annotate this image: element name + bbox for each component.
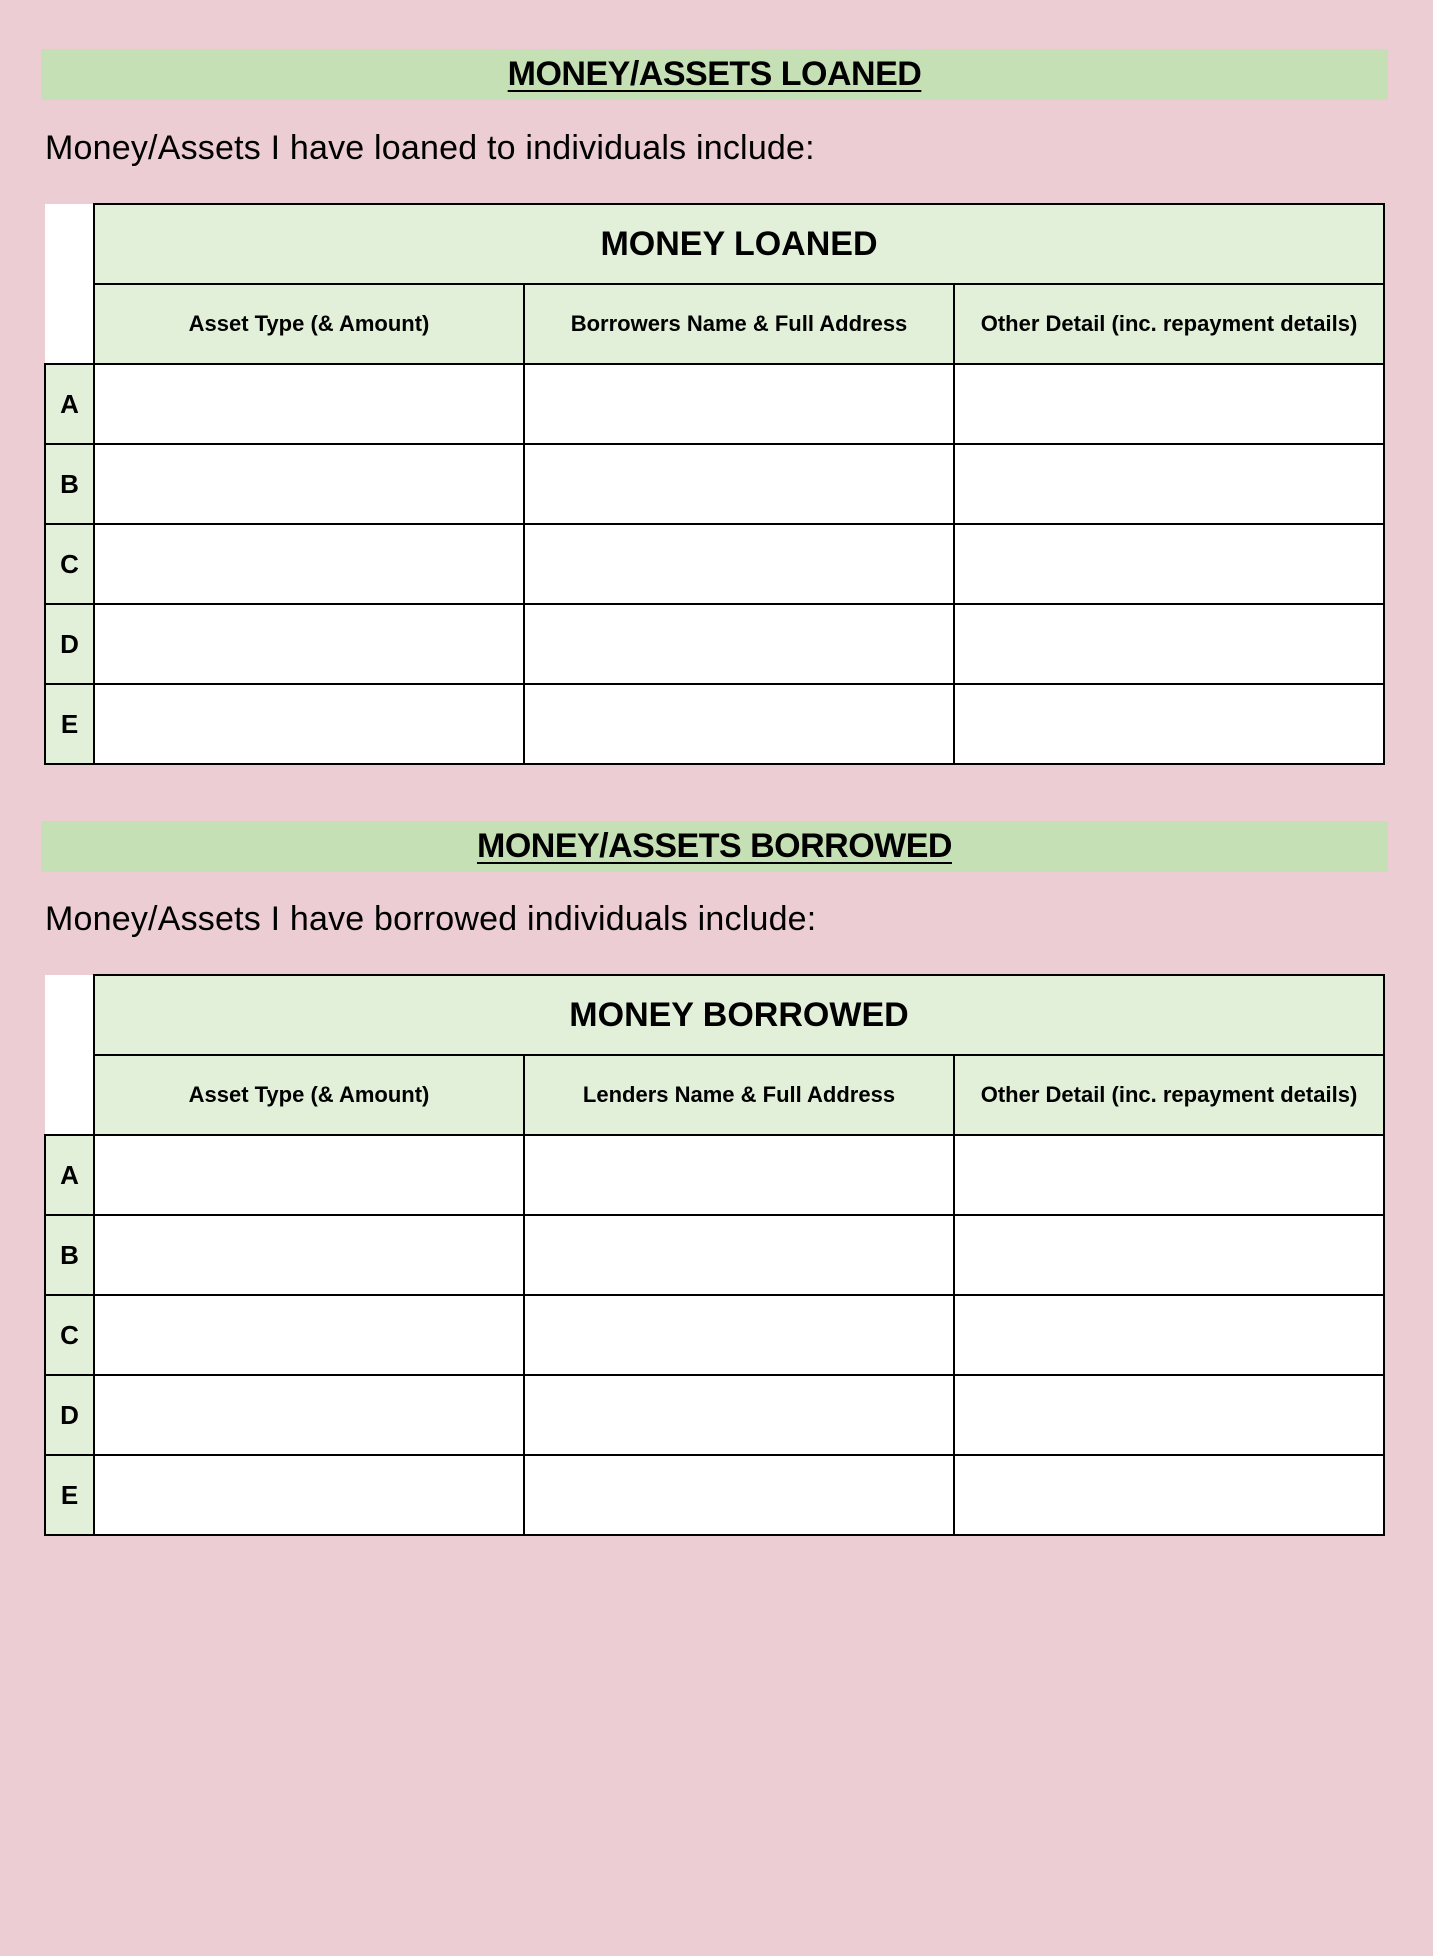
borrowed-d-detail-cell[interactable] <box>954 1375 1384 1455</box>
row-label: E <box>45 1455 94 1535</box>
loaned-intro-text: Money/Assets I have loaned to individuals include: <box>45 129 815 167</box>
loaned-d-detail-cell[interactable] <box>954 604 1384 684</box>
borrowed-d-asset-cell[interactable] <box>94 1375 524 1455</box>
row-label: A <box>45 364 94 444</box>
loaned-c-asset-cell[interactable] <box>94 524 524 604</box>
borrowed-b-lender-cell[interactable] <box>524 1215 954 1295</box>
borrowed-b-detail-cell[interactable] <box>954 1215 1384 1295</box>
loaned-e-borrower-cell[interactable] <box>524 684 954 764</box>
column-header-asset-type: Asset Type (& Amount) <box>94 284 524 364</box>
row-label: E <box>45 684 94 764</box>
table-row <box>45 364 1384 444</box>
borrowed-a-lender-cell[interactable] <box>524 1135 954 1215</box>
table-row <box>45 524 1384 604</box>
table-row <box>45 604 1384 684</box>
loaned-section-heading: MONEY/ASSETS LOANED <box>507 55 922 93</box>
borrowed-section-banner <box>41 821 1388 872</box>
loaned-c-borrower-cell[interactable] <box>524 524 954 604</box>
column-header-other-detail: Other Detail (inc. repayment details) <box>954 1055 1384 1135</box>
loaned-e-asset-cell[interactable] <box>94 684 524 764</box>
loaned-a-borrower-cell[interactable] <box>524 364 954 444</box>
row-label: B <box>45 1215 94 1295</box>
borrowed-a-detail-cell[interactable] <box>954 1135 1384 1215</box>
row-label: C <box>45 1295 94 1375</box>
borrowed-intro-text: Money/Assets I have borrowed individuals include: <box>45 900 817 938</box>
loaned-a-asset-cell[interactable] <box>94 364 524 444</box>
borrowed-d-lender-cell[interactable] <box>524 1375 954 1455</box>
column-header-other-detail: Other Detail (inc. repayment details) <box>954 284 1384 364</box>
borrowed-c-asset-cell[interactable] <box>94 1295 524 1375</box>
money-loaned-table <box>44 203 1385 765</box>
borrowed-section-heading: MONEY/ASSETS BORROWED <box>477 827 952 865</box>
row-label: B <box>45 444 94 524</box>
borrowed-c-detail-cell[interactable] <box>954 1295 1384 1375</box>
column-header-asset-type: Asset Type (& Amount) <box>94 1055 524 1135</box>
borrowed-e-asset-cell[interactable] <box>94 1455 524 1535</box>
borrowed-e-detail-cell[interactable] <box>954 1455 1384 1535</box>
loaned-d-asset-cell[interactable] <box>94 604 524 684</box>
loaned-a-detail-cell[interactable] <box>954 364 1384 444</box>
row-label: D <box>45 1375 94 1455</box>
borrowed-e-lender-cell[interactable] <box>524 1455 954 1535</box>
table-row <box>45 1375 1384 1455</box>
table-row <box>45 1295 1384 1375</box>
borrowed-c-lender-cell[interactable] <box>524 1295 954 1375</box>
table-row <box>45 1455 1384 1535</box>
loaned-b-detail-cell[interactable] <box>954 444 1384 524</box>
table-row <box>45 684 1384 764</box>
row-label: A <box>45 1135 94 1215</box>
table-corner <box>45 204 94 364</box>
table-row <box>45 444 1384 524</box>
column-header-lender: Lenders Name & Full Address <box>524 1055 954 1135</box>
row-label: C <box>45 524 94 604</box>
money-borrowed-table <box>44 974 1385 1536</box>
money-borrowed-title: MONEY BORROWED <box>94 975 1384 1055</box>
money-loaned-title: MONEY LOANED <box>94 204 1384 284</box>
borrowed-b-asset-cell[interactable] <box>94 1215 524 1295</box>
loaned-e-detail-cell[interactable] <box>954 684 1384 764</box>
loaned-c-detail-cell[interactable] <box>954 524 1384 604</box>
table-row <box>45 1215 1384 1295</box>
table-row <box>45 1135 1384 1215</box>
loaned-b-borrower-cell[interactable] <box>524 444 954 524</box>
loaned-d-borrower-cell[interactable] <box>524 604 954 684</box>
column-header-borrower: Borrowers Name & Full Address <box>524 284 954 364</box>
table-corner <box>45 975 94 1135</box>
borrowed-a-asset-cell[interactable] <box>94 1135 524 1215</box>
loaned-section-banner <box>41 49 1388 100</box>
row-label: D <box>45 604 94 684</box>
loaned-b-asset-cell[interactable] <box>94 444 524 524</box>
